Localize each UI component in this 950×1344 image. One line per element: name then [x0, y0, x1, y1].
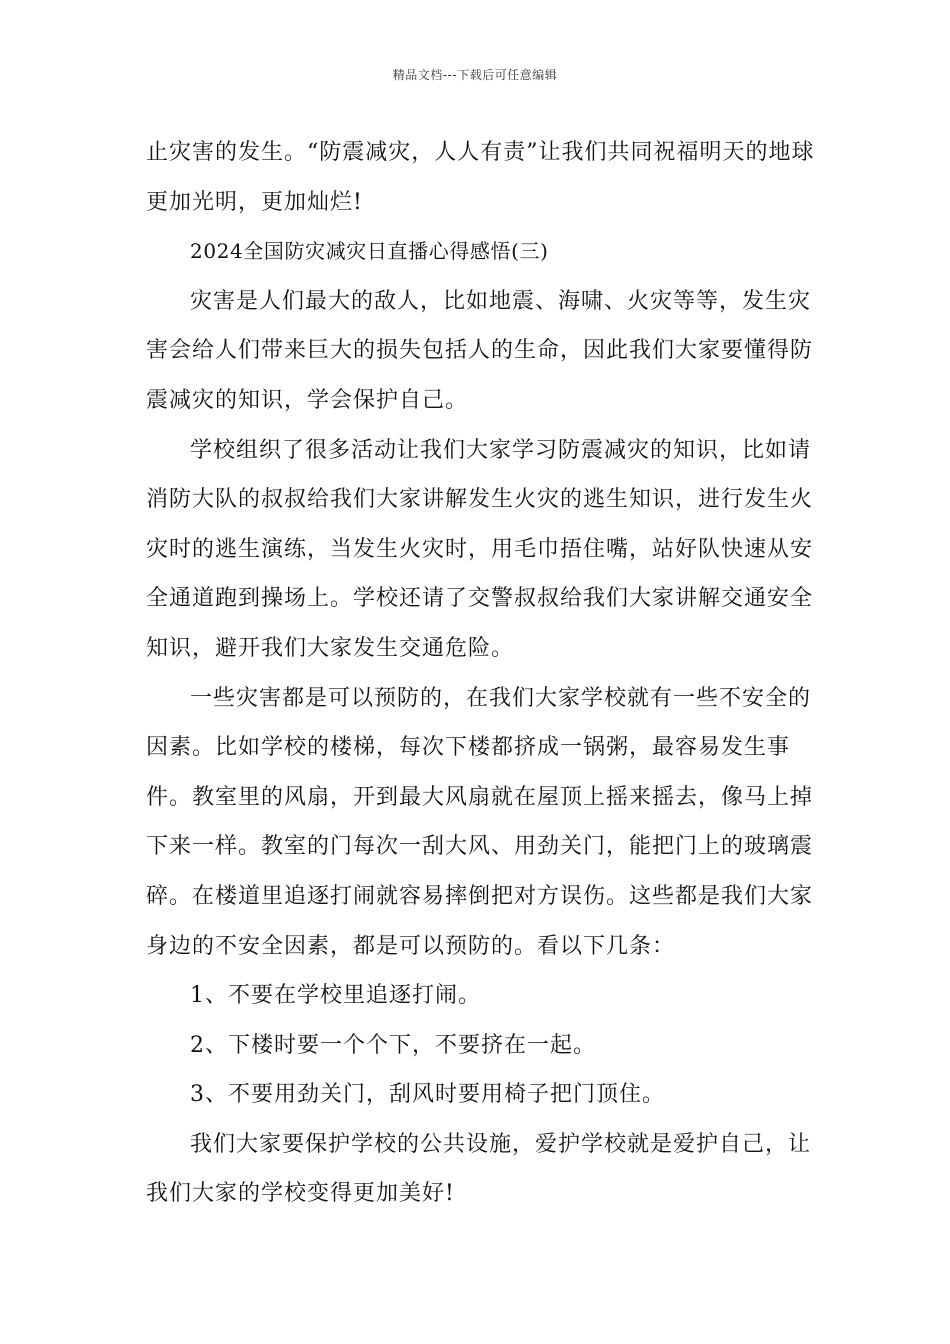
- list-item-3: 3、不要用劲关门，刮风时要用椅子把门顶住。: [190, 1082, 665, 1108]
- paragraph-continuation: 止灾害的发生。“防震减灾，人人有责”让我们共同祝福明天的地球更加光明，更加灿烂!: [146, 140, 815, 215]
- list-item-1: 1、不要在学校里追逐打闹。: [190, 983, 481, 1009]
- list-item-2: 2、下楼时要一个个下，不要挤在一起。: [190, 1032, 596, 1058]
- paragraph-intro: 灾害是人们最大的敌人，比如地震、海啸、火灾等等，发生灾害会给人们带来巨大的损失包括人的生命，因此我们大家要懂得防震减灾的知识，学会保护自己。: [146, 288, 814, 413]
- page-header: 精品文档---下载后可任意编辑: [392, 68, 558, 82]
- section-heading: 2024全国防灾减灾日直播心得感悟(三): [190, 239, 549, 264]
- paragraph-school-activities: 学校组织了很多活动让我们大家学习防震减灾的知识，比如请消防大队的叔叔给我们大家讲解发生火灾的逃生知识，进行发生火灾时的逃生演练，当发生火灾时，用毛巾捂住嘴，站好队快速从安全通道跑到操场上。学校还请了交警叔叔给我们大家讲解交通安全知识，避开我们大家发生交通危险。: [146, 437, 814, 661]
- paragraph-safety-factors: 一些灾害都是可以预防的，在我们大家学校就有一些不安全的因素。比如学校的楼梯，每次下楼都挤成一锅粥，最容易发生事件。教室里的风扇，开到最大风扇就在屋顶上摇来摇去，像马上掉下来一样。教室的门每次一刮大风、用劲关门，能把门上的玻璃震碎。在楼道里追逐打闹就容易摔倒把对方误伤。这些都是我们大家身边的不安全因素，都是可以预防的。看以下几条：: [146, 685, 814, 959]
- paragraph-conclusion: 我们大家要保护学校的公共设施，爱护学校就是爱护自己，让我们大家的学校变得更加美好!: [146, 1131, 812, 1207]
- document-body: [146, 128, 816, 1219]
